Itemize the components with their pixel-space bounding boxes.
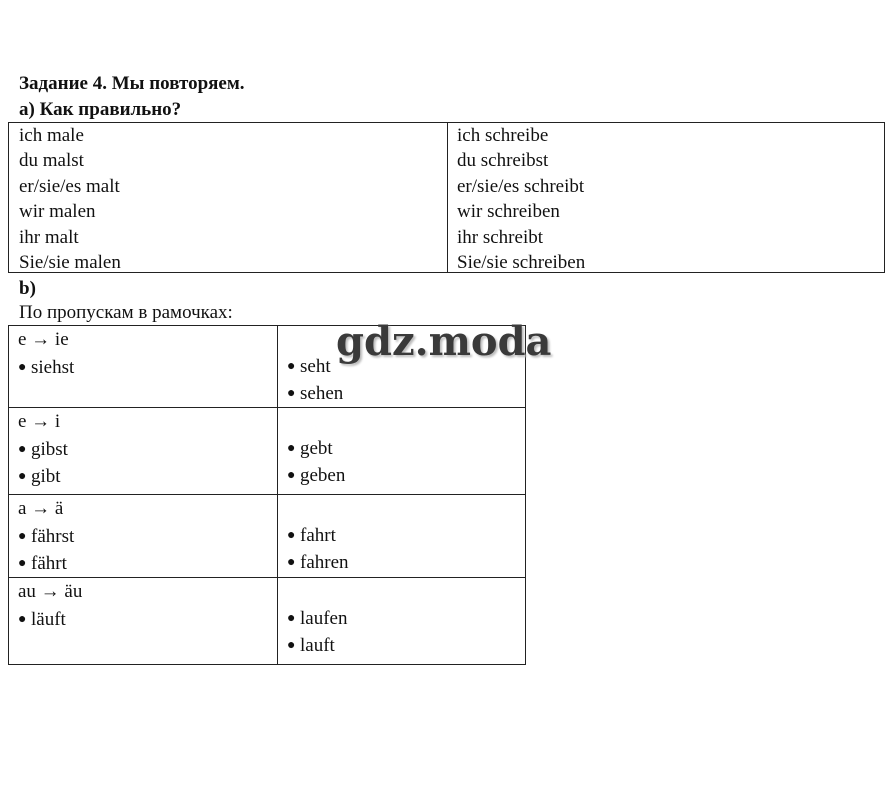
verb-form: gibt xyxy=(31,466,61,487)
table-cell xyxy=(9,408,278,495)
conjugation-line: du schreibst xyxy=(457,150,549,172)
verb-form: fahrt xyxy=(300,525,336,546)
part-b-label: b) xyxy=(19,278,36,299)
bullet-icon: ● xyxy=(18,612,27,627)
conjugation-line: wir malen xyxy=(19,201,96,223)
conjugation-table xyxy=(8,122,885,273)
bullet-icon: ● xyxy=(18,469,27,484)
list-item xyxy=(278,462,525,489)
bullet-icon: ● xyxy=(287,441,296,456)
bullet-icon: ● xyxy=(18,556,27,571)
conjugation-column-schreiben xyxy=(447,123,884,272)
part-a-title: а) Как правильно? xyxy=(19,99,182,120)
verb-form: fährst xyxy=(31,526,75,547)
conjugation-line: ich schreibe xyxy=(457,125,549,146)
list-item xyxy=(278,549,525,576)
verb-form: gibst xyxy=(31,439,68,460)
table-cell xyxy=(278,495,526,578)
conjugation-line: du malst xyxy=(19,150,84,172)
verb-form: fährt xyxy=(31,553,67,574)
conjugation-line: ich male xyxy=(19,125,84,146)
vowel-rule-heading: e → ie xyxy=(18,329,69,350)
conjugation-column-malen xyxy=(9,123,447,272)
list-item xyxy=(278,522,525,549)
table-row xyxy=(9,495,526,578)
verb-form: siehst xyxy=(31,357,75,378)
table-row xyxy=(9,408,526,495)
list-item xyxy=(9,550,277,577)
table-cell xyxy=(278,408,526,495)
bullet-icon: ● xyxy=(287,528,296,543)
list-item xyxy=(9,436,277,463)
vowel-change-table xyxy=(8,325,526,665)
bullet-icon: ● xyxy=(287,359,296,374)
conjugation-line: er/sie/es schreibt xyxy=(457,175,585,197)
table-cell xyxy=(9,578,278,665)
list-item xyxy=(278,632,525,659)
table-cell xyxy=(9,495,278,578)
conjugation-line: Sie/sie malen xyxy=(19,251,121,273)
verb-form: lauft xyxy=(300,635,335,656)
bullet-icon: ● xyxy=(287,638,296,653)
verb-form: sehen xyxy=(300,383,344,404)
list-item xyxy=(9,463,277,490)
watermark-logo: gdz.moda xyxy=(336,318,552,365)
conjugation-line: er/sie/es malt xyxy=(19,175,120,197)
vowel-rule-heading: a → ä xyxy=(18,498,64,519)
vowel-rule-heading: au → äu xyxy=(18,581,83,602)
list-item xyxy=(278,435,525,462)
conjugation-line: Sie/sie schreiben xyxy=(457,251,586,273)
list-item xyxy=(9,354,277,381)
table-cell xyxy=(9,326,278,408)
bullet-icon: ● xyxy=(287,611,296,626)
bullet-icon: ● xyxy=(18,442,27,457)
table-row xyxy=(9,578,526,665)
verb-form: laufen xyxy=(300,608,348,629)
bullet-icon: ● xyxy=(18,529,27,544)
conjugation-line: ihr malt xyxy=(19,226,79,248)
bullet-icon: ● xyxy=(18,360,27,375)
list-item xyxy=(278,605,525,632)
exercise-title: Задание 4. Мы повторяем. xyxy=(19,73,245,94)
verb-form: fahren xyxy=(300,552,349,573)
verb-form: gebt xyxy=(300,438,333,459)
list-item xyxy=(9,523,277,550)
list-item xyxy=(278,380,525,407)
bullet-icon: ● xyxy=(287,386,296,401)
vowel-rule-heading: e → i xyxy=(18,411,61,432)
conjugation-line: wir schreiben xyxy=(457,201,560,223)
verb-form: seht xyxy=(300,356,331,377)
verb-form: läuft xyxy=(31,609,66,630)
table-cell xyxy=(278,578,526,665)
verb-form: geben xyxy=(300,465,346,486)
bullet-icon: ● xyxy=(287,468,296,483)
bullet-icon: ● xyxy=(287,555,296,570)
list-item xyxy=(9,606,277,633)
part-b-hint: По пропускам в рамочках: xyxy=(19,302,233,323)
conjugation-line: ihr schreibt xyxy=(457,226,544,248)
